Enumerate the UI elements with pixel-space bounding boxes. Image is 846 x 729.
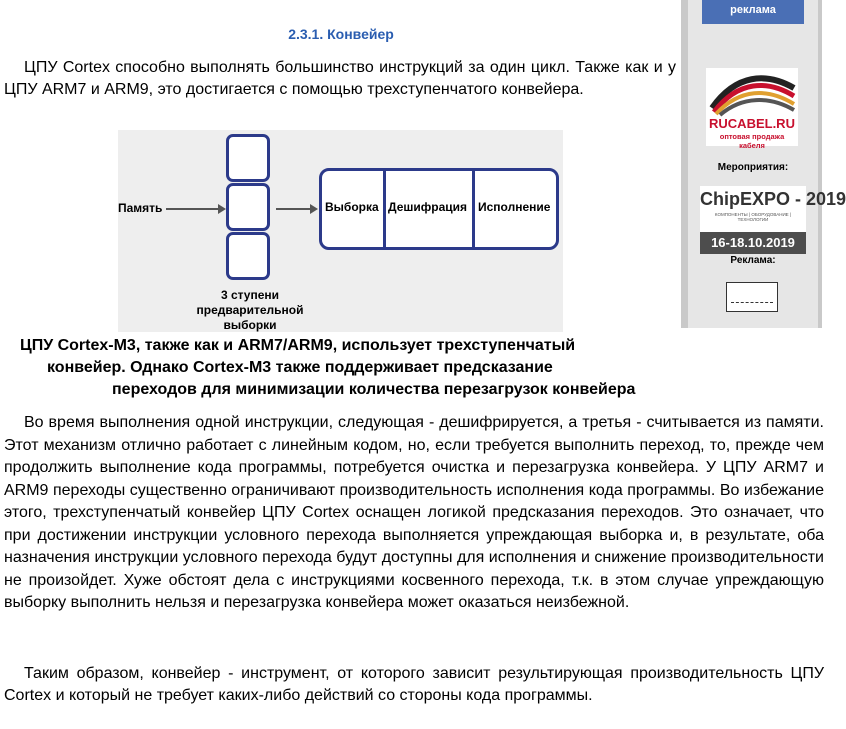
sidebar <box>681 0 846 328</box>
conclusion-paragraph: Таким образом, конвейер - инструмент, от которого зависит результирующая производительность ЦПУ Cortex и который не требует каких-либо действий со стороны кода программы. <box>4 665 824 704</box>
prefetch-buffer-2 <box>226 183 270 231</box>
figure-caption-line-3: переходов для минимизации количества перезагрузок конвейера <box>112 381 636 398</box>
rucabel-tagline: оптовая продажа кабеля <box>719 132 785 150</box>
chipexpo-name: ChipEXPO - 2019 <box>700 189 846 209</box>
memory-arrow-head <box>218 204 226 214</box>
prefetch-buffer-3 <box>226 232 270 280</box>
stage-fetch: Выборка <box>325 200 379 214</box>
prefetch-caption: 3 ступени предварительной выборки <box>196 288 304 332</box>
section-title: 2.3.1. Конвейер <box>288 26 394 42</box>
stage-divider <box>472 168 475 250</box>
sidebar-panel <box>688 0 846 328</box>
events-label: Мероприятия: <box>717 162 789 173</box>
prefetch-buffer-1 <box>226 134 270 182</box>
memory-label: Память <box>118 201 163 215</box>
pipeline-diagram <box>118 130 563 332</box>
chipexpo-subtitle: КОМПОНЕНТЫ | ОБОРУДОВАНИЕ | ТЕХНОЛОГИИ <box>714 212 792 222</box>
memory-arrow <box>166 208 221 210</box>
ad-header: реклама <box>702 0 804 24</box>
pipeline-arrow <box>276 208 312 210</box>
cable-icon <box>706 68 798 116</box>
intro-paragraph: ЦПУ Cortex способно выполнять большинство инструкций за один цикл. Также как и у ЦПУ ARM7 и ARM9, это достигается с помощью трехступенчатого конвейера. <box>4 59 676 98</box>
pipeline-arrow-head <box>310 204 318 214</box>
chipexpo-banner[interactable] <box>700 186 846 254</box>
rucabel-banner[interactable] <box>706 68 798 150</box>
ad-label: Реклама: <box>730 255 776 266</box>
figure-caption-line-1: ЦПУ Cortex-M3, также как и ARM7/ARM9, использует трехступенчатый <box>20 337 576 354</box>
ad-slot-placeholder <box>731 302 773 303</box>
chipexpo-dates: 16-18.10.2019 <box>700 232 806 254</box>
stage-divider <box>383 168 386 250</box>
rucabel-name: RUCABEL.RU <box>709 116 795 131</box>
stage-decode: Дешифрация <box>388 200 468 214</box>
body-paragraph: Во время выполнения одной инструкции, следующая - дешифрируется, а третья - считывается из памяти. Этот механизм отлично работает с линейным кодом, но, если требуется выполнить переход, то, прежде чем продолжить выполнение кода программы, потребуется очистка и перезагрузка конвейера. У ЦПУ ARM7 и ARM9 переходы существенно ограничивают производительность исполнения кода программы. Во избежание этого, трехступенчатый конвейер ЦПУ Cortex оснащен логикой предсказания переходов. Это означает, что при достижении инструкции условного перехода выполняется упреждающая выборка и, в результате, оба назначения инструкции условного перехода будут доступны для исполнения и снижение производительности не произойдет. Хуже обстоят дела с инструкциями косвенного перехода, т.к. в этом случае упреждающую выборку выполнить нельзя и перезагрузка конвейера может оказаться неизбежной. <box>4 414 824 611</box>
stage-execute: Исполнение <box>478 200 551 214</box>
ad-slot[interactable] <box>726 282 778 312</box>
figure-caption-line-2: конвейер. Однако Cortex-M3 также поддерживает предсказание <box>47 359 553 376</box>
